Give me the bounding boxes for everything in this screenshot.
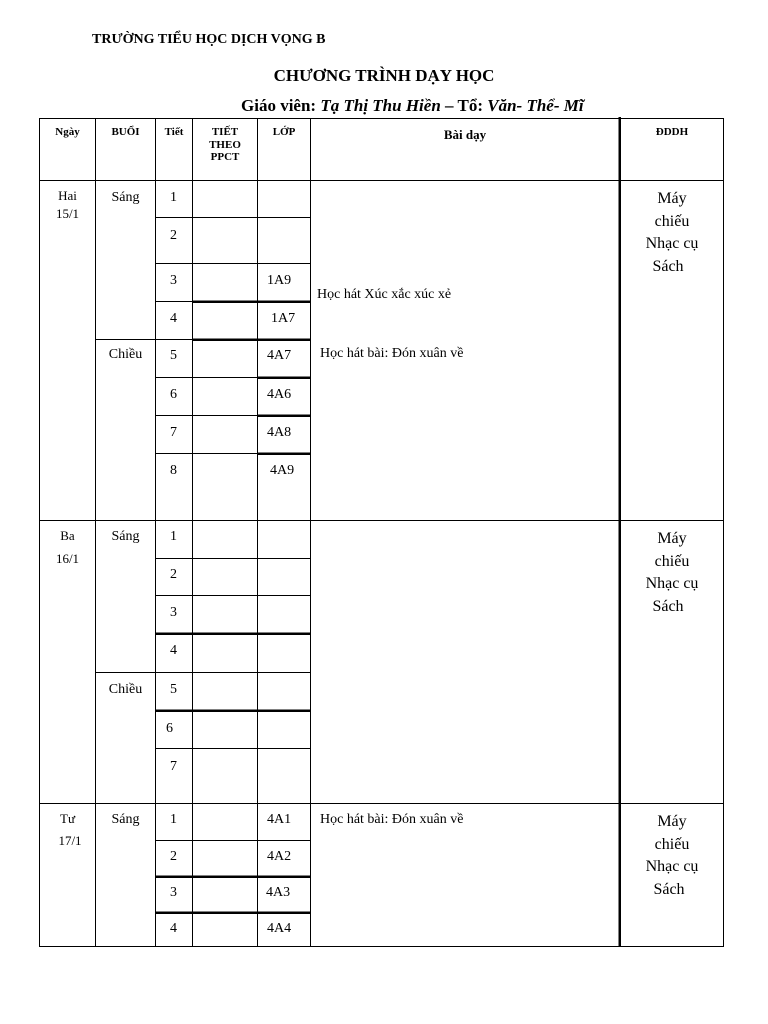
equipment-list (621, 811, 723, 901)
lesson-title: Học hát bài: Đón xuân về (320, 812, 464, 827)
class-code: 4A4 (267, 921, 292, 936)
class-code: 4A7 (267, 348, 292, 363)
period-number: 6 (166, 721, 173, 736)
class-code: 4A9 (270, 463, 295, 478)
equipment-item: Máy (657, 530, 687, 547)
period-number: 4 (170, 643, 177, 658)
class-code: 4A8 (267, 425, 292, 440)
class-code: 4A1 (267, 812, 292, 827)
day-name: Tư (60, 811, 75, 826)
school-name: TRƯỜNG TIỂU HỌC DỊCH VỌNG B (92, 32, 326, 47)
period-number: 3 (170, 885, 177, 900)
day-name: Ba (60, 528, 75, 543)
period-number: 7 (170, 425, 177, 440)
header-bai-day: Bài dạy (443, 127, 487, 142)
period-number: 1 (170, 190, 177, 205)
period-number: 5 (170, 348, 177, 363)
period-number: 2 (170, 567, 177, 582)
header-lop: LỚP (272, 126, 296, 138)
equipment-item: Nhạc cụ (645, 858, 699, 875)
equipment-list (621, 528, 723, 618)
equipment-item: chiếu (654, 552, 690, 570)
day-name: Hai (58, 188, 77, 203)
header-tiet: Tiết (164, 126, 184, 138)
session-name: Chiều (108, 682, 143, 697)
period-number: 7 (170, 759, 177, 774)
header-ngay: Ngày (55, 126, 80, 138)
header-tiet-ppct (193, 126, 257, 164)
equipment-item: chiếu (654, 835, 690, 853)
header-tiet-ppct-line3: PPCT (210, 151, 240, 164)
equipment-item: Sách (652, 597, 684, 615)
period-number: 8 (170, 463, 177, 478)
class-code: 1A7 (271, 311, 296, 326)
class-code: 4A6 (267, 387, 292, 402)
equipment-list (621, 188, 723, 278)
day-date: 17/1 (58, 833, 82, 848)
group-label: – Tổ: (440, 96, 488, 115)
day-date: 15/1 (55, 206, 80, 221)
lesson-title: Học hát bài: Đón xuân về (320, 346, 464, 361)
session-name: Sáng (111, 190, 140, 205)
period-number: 6 (170, 387, 177, 402)
document-title: CHƯƠNG TRÌNH DẠY HỌC (273, 66, 495, 85)
lesson-title: Học hát Xúc xắc xúc xẻ (317, 287, 452, 302)
period-number: 1 (170, 529, 177, 544)
teacher-label: Giáo viên: (241, 96, 321, 115)
period-number: 2 (170, 849, 177, 864)
header-buoi: BUỔI (111, 126, 140, 138)
group-name: Văn- Thể- Mĩ (487, 96, 584, 115)
period-number: 3 (170, 273, 177, 288)
equipment-item: Sách (653, 880, 685, 898)
session-name: Chiều (108, 347, 143, 362)
session-name: Sáng (111, 812, 140, 827)
period-number: 4 (170, 311, 177, 326)
period-number: 4 (170, 921, 177, 936)
teacher-name: Tạ Thị Thu Hiền (320, 96, 441, 115)
class-code: 4A3 (266, 885, 291, 900)
header-tiet-ppct-line2: THEO (209, 138, 241, 151)
period-number: 1 (170, 812, 177, 827)
session-name: Sáng (111, 529, 140, 544)
header-dddh: ĐDDH (655, 126, 689, 138)
header-tiet-ppct-line1: TIẾT (211, 126, 239, 138)
equipment-item: chiếu (654, 212, 690, 230)
period-number: 5 (170, 682, 177, 697)
class-code: 1A9 (267, 273, 292, 288)
equipment-item: Nhạc cụ (645, 575, 699, 592)
class-code: 4A2 (267, 849, 292, 864)
period-number: 3 (170, 605, 177, 620)
equipment-item: Nhạc cụ (645, 235, 699, 252)
day-date: 16/1 (55, 551, 80, 566)
period-number: 2 (170, 228, 177, 243)
equipment-item: Máy (657, 813, 687, 830)
equipment-item: Máy (657, 190, 687, 207)
equipment-item: Sách (652, 257, 684, 275)
